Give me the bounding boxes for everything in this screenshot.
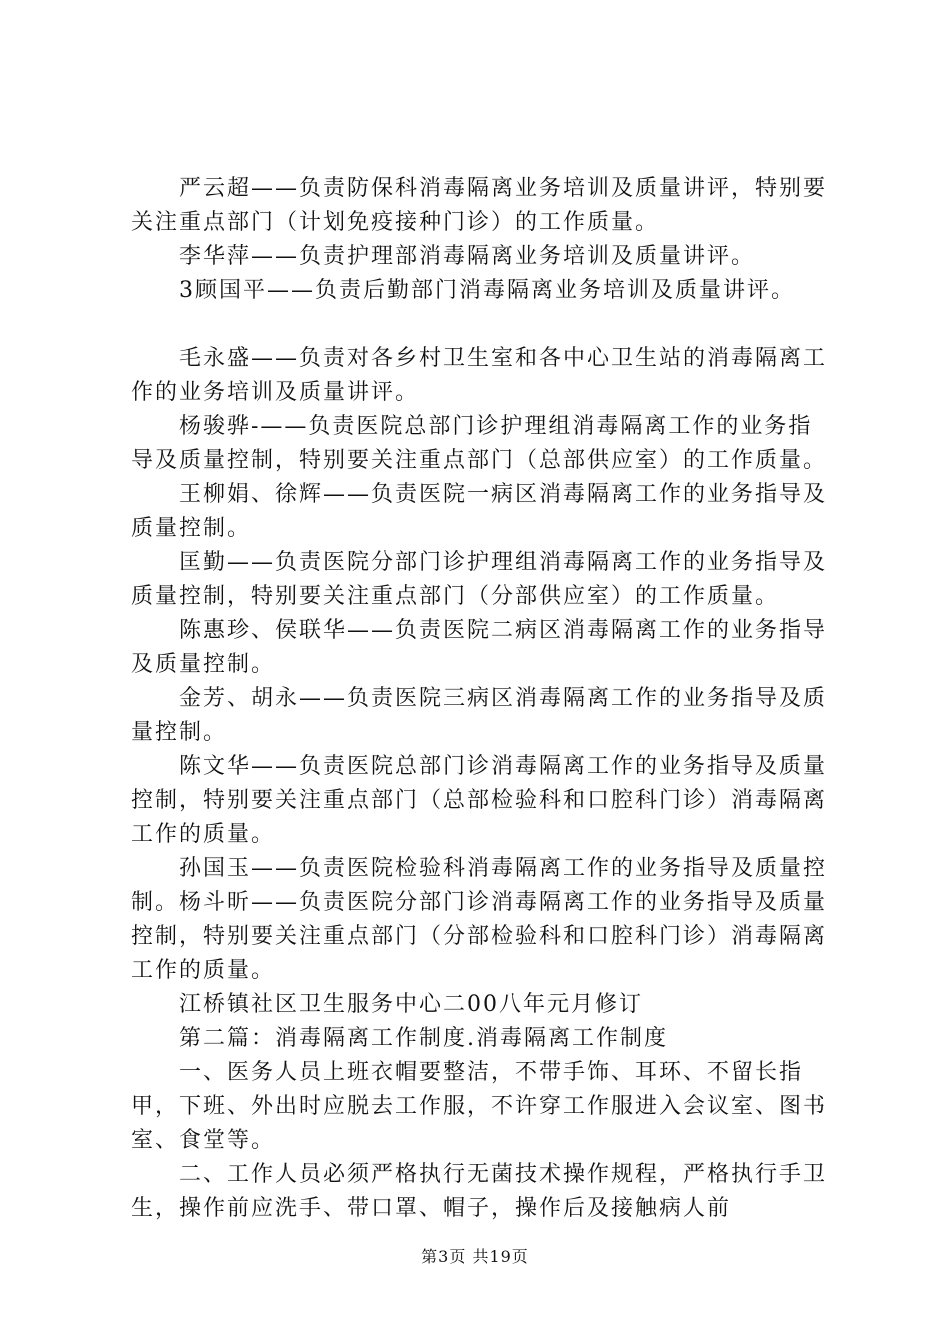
paragraph-rule-one: 一、医务人员上班衣帽要整洁，不带手饰、耳环、不留长指甲，下班、外出时应脱去工作服，不许穿工作服进入会议室、图书室、食堂等。 (131, 1060, 828, 1153)
paragraph-yan-yunchao: 严云超——负责防保科消毒隔离业务培训及质量讲评，特别要关注重点部门（计划免疫接种门诊）的工作质量。 (131, 176, 828, 235)
paragraph-chen-wenhua: 陈文华——负责医院总部门诊消毒隔离工作的业务指导及质量控制，特别要关注重点部门（总部检验科和口腔科门诊）消毒隔离工作的质量。 (131, 754, 828, 847)
paragraph-section-two-title: 第二篇：消毒隔离工作制度.消毒隔离工作制度 (179, 1026, 668, 1051)
paragraph-wang-liujuan: 王柳娟、徐辉——负责医院一病区消毒隔离工作的业务指导及质量控制。 (131, 482, 828, 541)
paragraph-kuang-qin: 匡勤——负责医院分部门诊护理组消毒隔离工作的业务指导及质量控制，特别要关注重点部门（分部供应室）的工作质量。 (131, 550, 828, 609)
paragraph-gu-guoping: 3顾国平——负责后勤部门消毒隔离业务培训及质量讲评。 (179, 278, 795, 303)
paragraph-li-huaping: 李华萍——负责护理部消毒隔离业务培训及质量讲评。 (179, 244, 756, 269)
paragraph-sun-guoyu: 孙国玉——负责医院检验科消毒隔离工作的业务指导及质量控制。杨斗昕——负责医院分部门诊消毒隔离工作的业务指导及质量控制，特别要关注重点部门（分部检验科和口腔科门诊）消毒隔离工作的质量。 (131, 856, 828, 983)
document-body (131, 172, 836, 1226)
paragraph-rule-two: 二、工作人员必须严格执行无菌技术操作规程，严格执行手卫生，操作前应洗手、带口罩、帽子，操作后及接触病人前 (131, 1162, 828, 1221)
paragraph-mao-yongsheng: 毛永盛——负责对各乡村卫生室和各中心卫生站的消毒隔离工作的业务培训及质量讲评。 (131, 346, 828, 405)
paragraph-yang-junhua: 杨骏骅-——负责医院总部门诊护理组消毒隔离工作的业务指导及质量控制，特别要关注重点部门（总部供应室）的工作质量。 (131, 414, 828, 473)
paragraph-jin-fang: 金芳、胡永——负责医院三病区消毒隔离工作的业务指导及质量控制。 (131, 686, 828, 745)
paragraph-gap (131, 308, 836, 342)
paragraph-revision-note: 江桥镇社区卫生服务中心二00八年元月修订 (179, 992, 643, 1017)
page-number-footer: 第3页 共19页 (421, 1247, 529, 1266)
paragraph-chen-huizhen: 陈惠珍、侯联华——负责医院二病区消毒隔离工作的业务指导及质量控制。 (131, 618, 828, 677)
